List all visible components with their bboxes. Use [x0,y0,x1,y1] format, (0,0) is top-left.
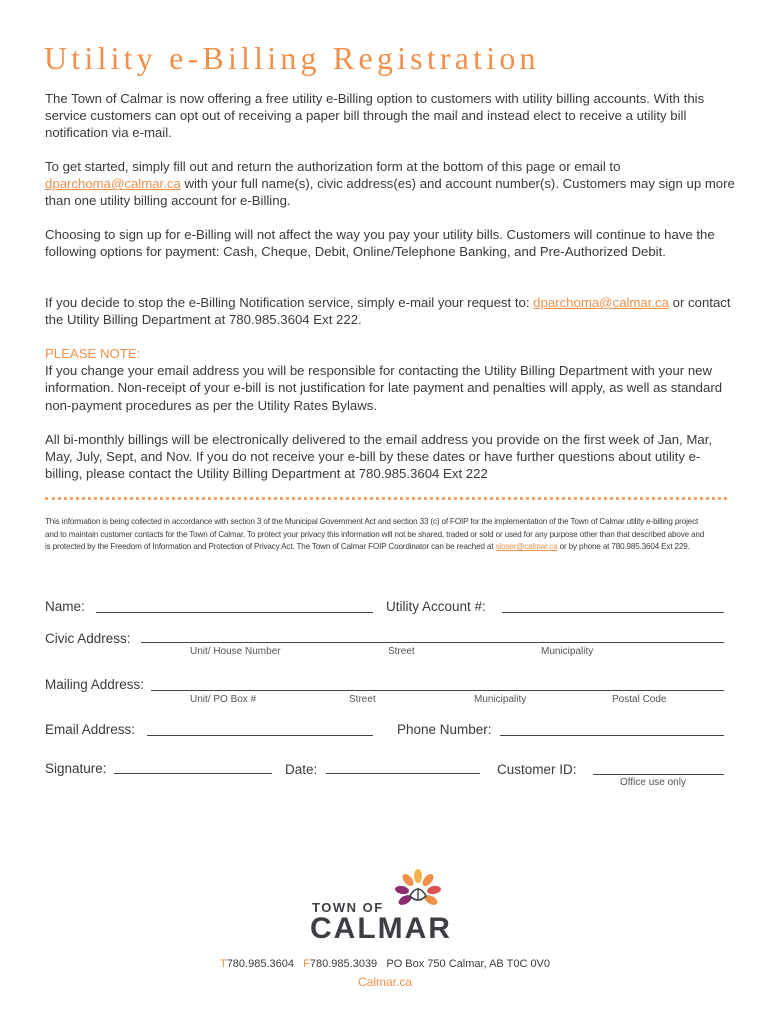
note-paragraph [45,345,735,414]
fax-prefix: F [303,958,310,970]
mail-postal-caption: Postal Code [612,694,667,705]
privacy-text-cont: or by phone at 780.985.3604 Ext 229. [557,542,690,552]
footer-fax: 780.985.3039 [309,958,378,970]
email-link-dparchoma-2[interactable]: dparchoma@calmar.ca [533,295,669,310]
email-link-dparchoma[interactable]: dparchoma@calmar.ca [45,176,181,192]
customer-id-label: Customer ID: [497,762,577,777]
signature-label: Signature: [45,761,107,776]
intro-paragraph: The Town of Calmar is now offering a free utility e-Billing option to customers with utility billing accounts. With this service customers can opt out of receiving a paper bill through the mail and instead elect to receive a utility bill notification via e-mail. [45,91,705,141]
stop-service-text: If you decide to stop the e-Billing Notification service, simply e-mail your request to: [45,295,534,310]
phone-field[interactable] [500,735,724,736]
mail-unit-caption: Unit/ PO Box # [190,694,257,705]
footer-address: PO Box 750 Calmar, AB T0C 0V0 [386,958,551,970]
civic-unit-caption: Unit/ House Number [190,646,281,657]
name-field[interactable] [96,612,373,613]
privacy-text: This information is being collected in accordance with section 3 of the Municipal Government Act and section 33 (c) of FOIP for the implementation of the Town of Calmar utility e-billing project and to maintain customer contacts for the Town of Calmar. To protect your privacy this information will not be shared, traded or sold or used for any purpose other than that described above and is protected by the Freedom of Information and Protection of Privacy Act. The Town of Calmar FOIP Coordinator can be reached at [45,517,705,552]
phone-label: Phone Number: [397,722,492,737]
email-link-sloser[interactable]: sloser@calmar.ca [495,542,558,552]
phone-prefix: T [219,958,227,970]
stop-service-paragraph [45,294,735,328]
get-started-text-cont: with your full name(s), civic address(es) and account number(s). Customers may sign up more than one utility billing account for e-Billing. [45,176,735,209]
billing-schedule-paragraph: All bi-monthly billings will be electronically delivered to the email address you provide on the first week of Jan, Mar, May, July, Sept, and Nov. If you do not receive your e-bill by these dates or have further questions about utility e-billing, please contact the Utility Billing Department at 780.985.3604 Ext 222 [45,432,713,482]
get-started-paragraph [45,158,735,210]
customer-id-field[interactable] [593,774,724,775]
utility-account-field[interactable] [502,612,724,613]
get-started-text: To get started, simply fill out and return the authorization form at the bottom of this page or email to [45,159,621,174]
signature-field[interactable] [114,773,272,774]
logo-calmar: CALMAR [310,912,452,945]
mail-municipality-caption: Municipality [474,694,527,705]
office-use-caption: Office use only [620,777,686,788]
town-of-calmar-logo [308,868,468,948]
note-text: If you change your email address you will be responsible for contacting the Utility Billing Department with your new information. Non-receipt of your e-bill is not justification for late payment and penalties will apply, as well as standard non-payment procedures as per the Utility Rates Bylaws. [45,363,723,413]
payment-options-paragraph: Choosing to sign up for e-Billing will not affect the way you pay your utility bills. Customers will continue to have the following options for payment: Cash, Cheque, Debit, Online/Telephone Banking, and Pre-Authorized Debit. [45,227,715,260]
logo-town-of: TOWN OF [312,900,384,915]
mailing-address-label: Mailing Address: [45,677,145,692]
civic-address-field[interactable] [141,642,724,643]
page-title: Utility e-Billing Registration [44,40,540,76]
footer-phone: 780.985.3604 [226,958,294,970]
stop-service-text-cont: or contact the Utility Billing Department at 780.985.3604 Ext 222. [45,295,731,328]
mail-street-caption: Street [349,694,376,705]
civic-street-caption: Street [388,646,415,657]
contact-footer [0,958,770,970]
email-field[interactable] [147,735,373,736]
privacy-notice [45,516,705,554]
civic-municipality-caption: Municipality [541,646,594,657]
date-label: Date: [285,762,318,777]
date-field[interactable] [326,773,480,774]
name-label: Name: [45,599,85,614]
dotted-divider [45,497,727,500]
note-label: PLEASE NOTE: [45,346,141,361]
email-label: Email Address: [45,722,136,737]
utility-account-label: Utility Account #: [386,599,486,614]
website-link[interactable]: Calmar.ca [357,975,413,989]
mailing-address-field[interactable] [151,690,724,691]
civic-address-label: Civic Address: [45,631,131,646]
